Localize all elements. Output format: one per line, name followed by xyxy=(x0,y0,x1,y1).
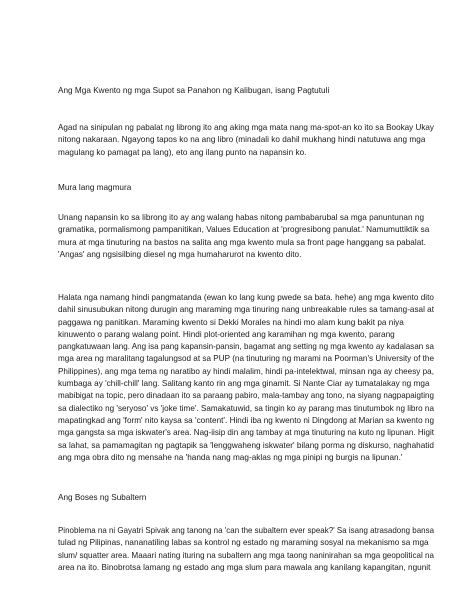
paragraph-line: Agad na sinipulan ng pabalat ng librong ito ang aking mga mata nang ma-spot-an ko ito sa Bookay Ukay xyxy=(58,123,435,132)
paragraph-line: Halata nga namang hindi pangmatanda (ewan ko lang kung pwede sa bata. hehe) ang mga kwento dito xyxy=(58,293,434,302)
paragraph-line: dahil sinusubukan nitong durugin ang maraming mga tinuring nang unbreakable rules sa tamang-asal at xyxy=(58,305,435,315)
paragraph-line: magulang ko pamagat pa lang), eto ang ilang punto na napansin ko. xyxy=(58,147,307,157)
document-title: Ang Mga Kwento ng mga Supot sa Panahon ng Kalibugan, isang Pagtutuli xyxy=(58,86,330,95)
paragraph-line: Unang napansin ko sa librong ito ay ang walang habas nitong pambabarubal sa mga panuntunan ng xyxy=(58,213,425,222)
paragraph-line: sa dialectiko ng 'seryoso' vs 'joke time'. Samakatuwid, sa tingin ko ay parang mas tinutumbok ng libro na xyxy=(58,403,434,413)
paragraph-line: Pinoblema na ni Gayatri Spivak ang tanong na 'can the subaltern ever speak?' Sa isang atrasadong bansa xyxy=(58,526,435,535)
paragraph-line: area na ito. Binobrotsa lamang ng estado ang mga slum para mawala ang kanilang kapangitan, ngunit xyxy=(58,562,431,572)
mura-paragraph-2 xyxy=(58,292,443,464)
paragraph-line: mga gangsta sa mga iskwater's area. Nag-iisip din ang tambay at mga tinuturing na kuto ng lipunan. Higit xyxy=(58,428,435,438)
mura-paragraph-1 xyxy=(58,212,429,261)
paragraph-line: kumbaga ay 'chill-chill' lang. Salitang kanto rin ang mga ginamit. Si Nante Ciar ay tumatalakay ng mga xyxy=(58,379,430,389)
paragraph-line: nitong nakaraan. Ngayong tapos ko na ang libro (minadali ko dahil mukhang hindi natutuwa ang mga xyxy=(58,135,426,145)
paragraph-line: ang mga obra dito ng mensahe na 'handa nang mag-aklas ng mga pinipi ng burgis na lipunan.' xyxy=(58,452,403,462)
boses-paragraph-1 xyxy=(58,525,446,574)
intro-paragraph xyxy=(58,122,439,159)
paragraph-line: gramatika, pormalismong pampanitikan, Values Education at 'progresibong panulat.' Namumuttiktik sa xyxy=(58,225,430,235)
paragraph-line: tulad ng Pilipinas, nananatiling labas sa kontrol ng estado ng maraming sosyal na mekanismo sa mga xyxy=(58,538,429,548)
paragraph-line: 'Angas' ang ngsisilbing diesel ng mga humaharurot na kwento dito. xyxy=(58,249,302,259)
paragraph-line: sa lahat, sa pamamagitan ng pagtapik sa 'lenggwaheng iskwater' bilang porma ng diskurso, naghahatid xyxy=(58,440,434,450)
section-heading-mura: Mura lang magmura xyxy=(58,183,132,192)
paragraph-line: Philippines), ang mga tema ng naratibo ay hindi malalim, hindi pa-intelektwal, minsan nga ay cheesy pa, xyxy=(58,366,434,376)
paragraph-line: mga area ng maralitang tagalungsod at sa PUP (na tinuturing ng marami na Poorman's University of the xyxy=(58,354,434,364)
paragraph-line: pangkatuwaan lang. Ang isa pang kapansin-pansin, bagamat ang setting ng mga kwento ay kadalasan sa xyxy=(58,342,434,352)
section-heading-boses: Ang Boses ng Subaltern xyxy=(58,493,147,502)
paragraph-line: kinuwento o parang walang point. Hindi plot-oriented ang karamihan ng mga kwento, parang xyxy=(58,329,395,339)
paragraph-line: paggawa ng panitikan. Maraming kwento si Dekki Morales na hindi mo alam kung bakit pa niya xyxy=(58,317,404,327)
paragraph-line: mabibigat na topic, pero dinadaan ito sa paraang pabiro, mala-tambay ang tono, na siyang nagpapaigting xyxy=(58,391,434,401)
paragraph-line: slum/ squatter area. Maaari nating ituring na subaltern ang mga taong naninirahan sa mga geopolitical na xyxy=(58,550,435,560)
paragraph-line: mura at mga tinuturing na bastos na salita ang mga kwento mula sa front page hanggang sa pabalat. xyxy=(58,237,426,247)
paragraph-line: mapatingkad ang 'form' nito kaysa sa 'content'. Hindi iba ng kwento ni Dingdong at Marian sa kwento ng xyxy=(58,415,435,425)
